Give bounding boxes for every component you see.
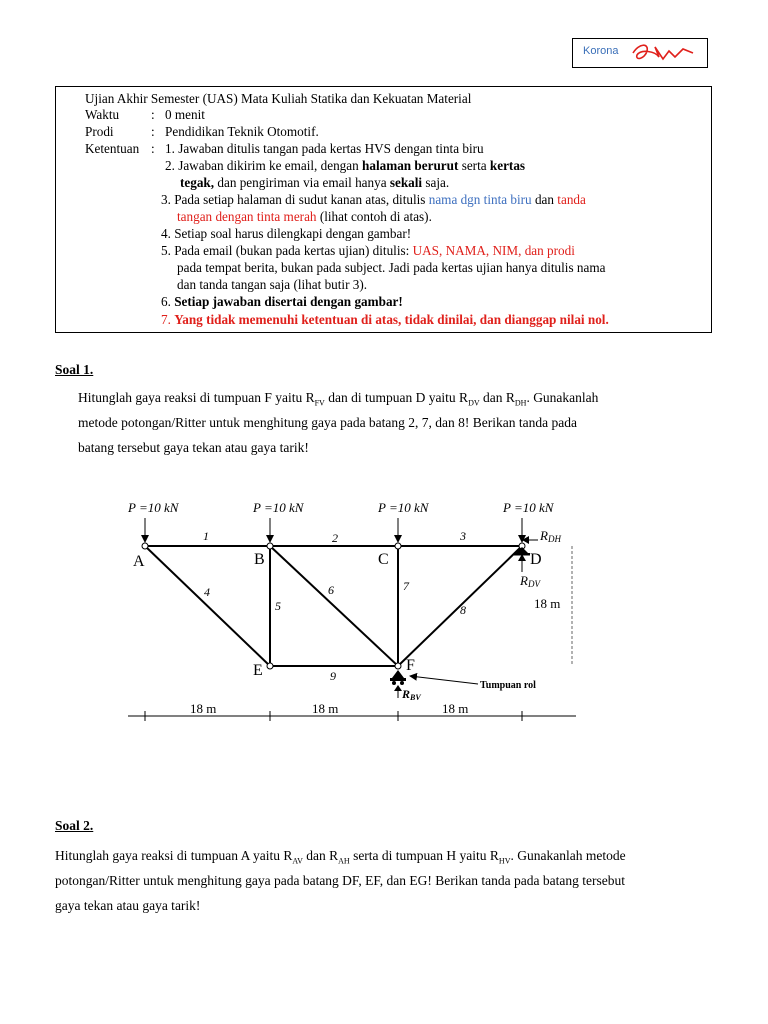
soal-1-line-3: batang tersebut gaya tekan atau gaya tarik!	[78, 440, 309, 455]
joint-f	[395, 663, 401, 669]
rule-item-4: 4. Setiap soal harus dilengkapi dengan gambar!	[161, 226, 412, 241]
rule-item-2: 2. Jawaban dikirim ke email, dengan halaman berurut serta kertas	[165, 158, 526, 173]
waktu-row: Waktu : 0 menit	[85, 107, 205, 122]
exam-title: Ujian Akhir Semester (UAS) Mata Kuliah Statika dan Kekuatan Material	[85, 91, 472, 106]
rule-item-5: 5. Pada email (bukan pada kertas ujian) ditulis: UAS, NAMA, NIM, dan prodi	[161, 243, 575, 258]
load-label-d: P =10 kN	[503, 500, 554, 515]
member-label-5: 5	[275, 599, 281, 613]
member-label-3: 3	[460, 529, 466, 543]
truss-diagram	[120, 490, 590, 730]
member-label-2: 2	[332, 531, 338, 545]
span-label-2: 18 m	[312, 701, 339, 716]
load-label-c: P =10 kN	[378, 500, 429, 515]
joint-c	[395, 543, 401, 549]
rule-item-3-cont: tangan dengan tinta merah (lihat contoh di atas).	[177, 209, 432, 224]
ketentuan-label: Ketentuan :	[85, 141, 155, 156]
node-label-a: A	[133, 553, 145, 570]
node-label-c: C	[378, 551, 389, 568]
member-label-8: 8	[460, 603, 466, 617]
soal-1-title: Soal 1.	[55, 362, 94, 377]
soal-2-line-3: gaya tekan atau gaya tarik!	[55, 898, 201, 913]
member-label-1: 1	[203, 529, 209, 543]
soal-1-line-1: Hitunglah gaya reaksi di tumpuan F yaitu $R_{FV}$ dan di tumpuan D yaitu $R_{DV}$ dan $R_{DH}$. Gunakanlah	[78, 390, 599, 408]
span-label-1: 18 m	[190, 701, 217, 716]
node-label-d: D	[530, 551, 542, 568]
node-label-f: F	[406, 657, 415, 674]
soal-2-title: Soal 2.	[55, 818, 94, 833]
name-signature-box	[572, 38, 708, 68]
member-4	[145, 546, 270, 666]
prodi-row: Prodi : Pendidikan Teknik Otomotif.	[85, 124, 319, 139]
rdh-label: RDH	[540, 528, 561, 544]
member-label-7: 7	[403, 579, 409, 593]
node-label-e: E	[253, 662, 263, 679]
member-label-6: 6	[328, 583, 334, 597]
signature-mark	[625, 41, 705, 67]
rbv-label: RBV	[402, 687, 421, 702]
soal-2-line-1: Hitunglah gaya reaksi di tumpuan A yaitu $R_{AV}$ dan $R_{AH}$ serta di tumpuan H yaitu $R_{HV}$. Gunakanlah metode	[55, 848, 626, 866]
node-label-b: B	[254, 551, 265, 568]
rule-item-3: 3. Pada setiap halaman di sudut kanan atas, ditulis nama dgn tinta biru dan tanda	[161, 192, 586, 207]
rule-item-5-cont: pada tempat berita, bukan pada subject. Jadi pada kertas ujian hanya ditulis nama	[177, 260, 606, 275]
support-label: Tumpuan rol	[480, 680, 536, 691]
soal-2-line-2: potongan/Ritter untuk menghitung gaya pada batang DF, EF, dan EG! Berikan tanda pada batang tersebut	[55, 873, 625, 888]
span-label-3: 18 m	[442, 701, 469, 716]
support-pointer-arrow	[410, 676, 478, 684]
rule-item-5-cont2: dan tanda tangan saja (lihat butir 3).	[177, 277, 368, 292]
joint-a	[142, 543, 148, 549]
member-label-9: 9	[330, 669, 336, 683]
rule-item-7: 7. Yang tidak memenuhi ketentuan di atas, tidak dinilai, dan dianggap nilai nol.	[161, 312, 609, 327]
soal-1-line-2: metode potongan/Ritter untuk menghitung gaya pada batang 2, 7, dan 8! Berikan tanda pada	[78, 415, 577, 430]
joint-b	[267, 543, 273, 549]
load-label-b: P =10 kN	[253, 500, 304, 515]
student-name: Korona	[583, 45, 619, 57]
member-label-4: 4	[204, 585, 210, 599]
rule-item-6: 6. Setiap jawaban disertai dengan gambar!	[161, 294, 403, 309]
exam-rules-box	[55, 86, 712, 333]
height-dimension-label: 18 m	[534, 596, 561, 611]
joint-e	[267, 663, 273, 669]
rdv-label: RDV	[520, 573, 540, 589]
rule-item-1: 1. Jawaban ditulis tangan pada kertas HVS dengan tinta biru	[165, 141, 484, 156]
load-label-a: P =10 kN	[128, 500, 179, 515]
rule-item-2-cont: tegak, dan pengiriman via email hanya sekali saja.	[180, 175, 450, 190]
